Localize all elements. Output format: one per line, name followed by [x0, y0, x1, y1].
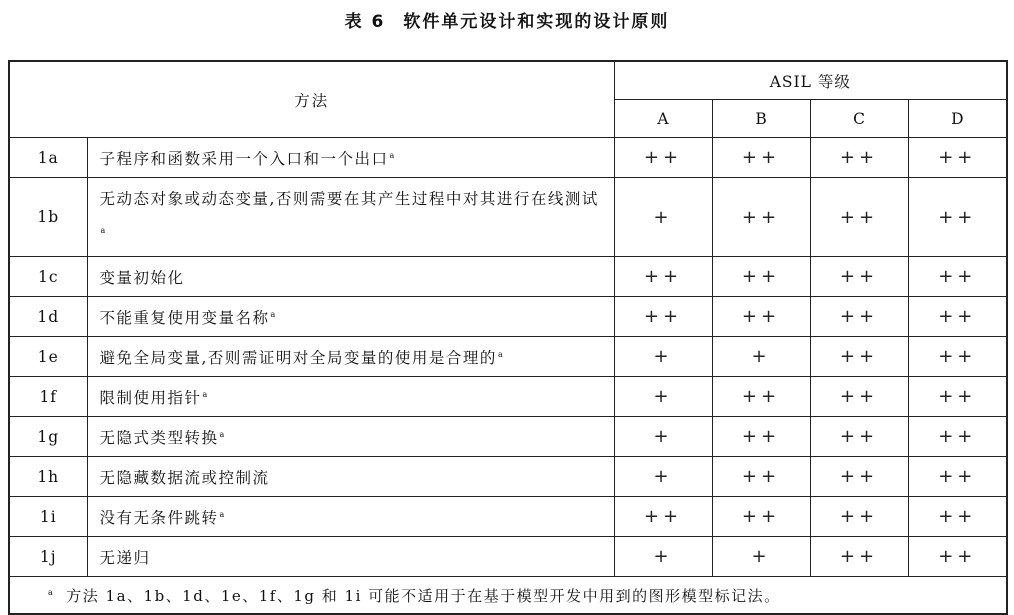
method-id: 1c: [9, 257, 87, 297]
table-row: [9, 178, 1007, 257]
table-row: [9, 377, 1007, 417]
asil-header: ASIL 等级: [614, 61, 1007, 100]
method-description: 变量初始化: [87, 257, 614, 297]
rating-b: ++: [712, 297, 810, 337]
table-row: [9, 417, 1007, 457]
rating-b: +: [712, 537, 810, 577]
rating-c: ++: [810, 297, 908, 337]
rating-a: +: [614, 457, 712, 497]
rating-a: +: [614, 337, 712, 377]
rating-a: ++: [614, 297, 712, 337]
footnote-text: 方法 1a、1b、1d、1e、1f、1g 和 1i 可能不适用于在基于模型开发中用到的图形模型标记法。: [66, 586, 781, 605]
method-id: 1j: [9, 537, 87, 577]
rating-d: ++: [908, 417, 1007, 457]
rating-c: ++: [810, 457, 908, 497]
footnote-mark: a: [48, 587, 55, 597]
rating-c: ++: [810, 257, 908, 297]
method-description: 子程序和函数采用一个入口和一个出口$^a$: [87, 138, 614, 178]
rating-b: ++: [712, 138, 810, 178]
rating-c: ++: [810, 537, 908, 577]
rating-c: ++: [810, 337, 908, 377]
table-row: [9, 297, 1007, 337]
method-id: 1b: [9, 178, 87, 257]
rating-b: ++: [712, 417, 810, 457]
rating-c: ++: [810, 417, 908, 457]
footnote-marker: a: [100, 226, 106, 236]
rating-d: ++: [908, 377, 1007, 417]
asil-level-d: D: [908, 100, 1007, 138]
rating-a: ++: [614, 257, 712, 297]
asil-level-c: C: [810, 100, 908, 138]
rating-c: ++: [810, 377, 908, 417]
rating-d: ++: [908, 138, 1007, 178]
table-row: [9, 537, 1007, 577]
asil-level-b: B: [712, 100, 810, 138]
table-row: [9, 257, 1007, 297]
rating-b: +: [712, 337, 810, 377]
rating-a: ++: [614, 497, 712, 537]
rating-d: ++: [908, 537, 1007, 577]
design-principles-table: [8, 60, 1008, 615]
method-header: 方法: [9, 61, 614, 138]
rating-a: ++: [614, 138, 712, 178]
rating-b: ++: [712, 257, 810, 297]
rating-d: ++: [908, 257, 1007, 297]
rating-b: ++: [712, 497, 810, 537]
table-footnote: [9, 577, 1007, 615]
rating-c: ++: [810, 178, 908, 257]
table-caption: [0, 8, 1014, 36]
footnote-marker: a: [219, 429, 225, 439]
footnote-marker: a: [219, 509, 225, 519]
table-row: [9, 457, 1007, 497]
rating-a: +: [614, 537, 712, 577]
table-title: 软件单元设计和实现的设计原则: [403, 12, 670, 32]
method-description: 无递归: [87, 537, 614, 577]
table-number: 表 6: [344, 12, 386, 32]
footnote-marker: a: [497, 349, 503, 359]
rating-b: ++: [712, 457, 810, 497]
method-description: 无隐藏数据流或控制流: [87, 457, 614, 497]
rating-d: ++: [908, 297, 1007, 337]
table-row: [9, 497, 1007, 537]
rating-d: ++: [908, 497, 1007, 537]
rating-a: +: [614, 417, 712, 457]
method-id: 1e: [9, 337, 87, 377]
footnote-marker: a: [270, 309, 276, 319]
method-description: 无隐式类型转换$^a$: [87, 417, 614, 457]
method-description: 限制使用指针$^a$: [87, 377, 614, 417]
rating-b: ++: [712, 178, 810, 257]
method-id: 1a: [9, 138, 87, 178]
rating-a: +: [614, 178, 712, 257]
asil-level-a: A: [614, 100, 712, 138]
method-id: 1g: [9, 417, 87, 457]
footnote-marker: a: [202, 389, 208, 399]
rating-d: ++: [908, 337, 1007, 377]
method-id: 1i: [9, 497, 87, 537]
rating-d: ++: [908, 457, 1007, 497]
method-description: 没有无条件跳转$^a$: [87, 497, 614, 537]
method-id: 1h: [9, 457, 87, 497]
method-description: 不能重复使用变量名称$^a$: [87, 297, 614, 337]
table-row: [9, 138, 1007, 178]
rating-b: ++: [712, 377, 810, 417]
rating-c: ++: [810, 138, 908, 178]
rating-d: ++: [908, 178, 1007, 257]
rating-a: +: [614, 377, 712, 417]
method-description: 避免全局变量,否则需证明对全局变量的使用是合理的$^a$: [87, 337, 614, 377]
rating-c: ++: [810, 497, 908, 537]
method-id: 1f: [9, 377, 87, 417]
table-row: [9, 337, 1007, 377]
footnote-row: [9, 577, 1007, 615]
method-description: 无动态对象或动态变量,否则需要在其产生过程中对其进行在线测试$^a$: [87, 178, 614, 257]
method-id: 1d: [9, 297, 87, 337]
footnote-marker: a: [389, 150, 395, 160]
